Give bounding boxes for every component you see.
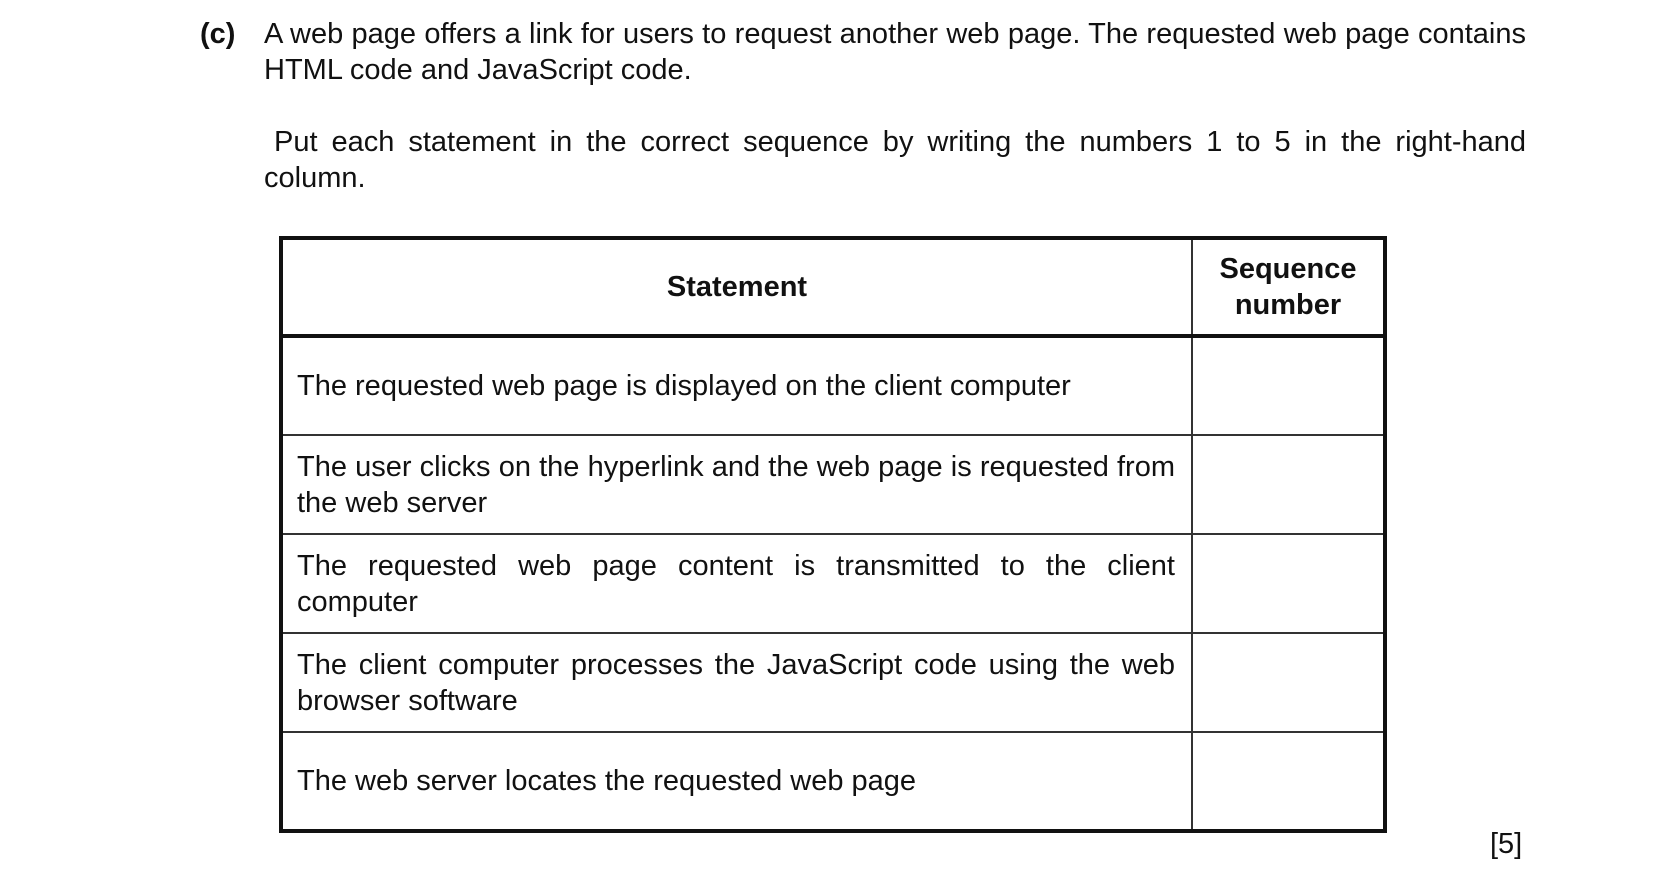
table-row: [281, 732, 1385, 831]
sequence-header-line2: number: [1234, 289, 1342, 321]
sequence-answer-cell[interactable]: [1192, 534, 1385, 633]
sequence-table: [279, 236, 1387, 833]
statement-cell: The user clicks on the hyperlink and the web page is requested from the web server: [281, 435, 1192, 534]
question-intro: A web page offers a link for users to request another web page. The requested web page contains HTML code and JavaScript code.: [264, 18, 1526, 86]
question-instruction: Put each statement in the correct sequence by writing the numbers 1 to 5 in the right-hand column.: [264, 126, 1526, 194]
sequence-answer-cell[interactable]: [1192, 633, 1385, 732]
sequence-answer-cell[interactable]: [1192, 336, 1385, 435]
sequence-header-line1: Sequence: [1219, 253, 1357, 285]
sequence-answer-cell[interactable]: [1192, 732, 1385, 831]
marks-allocation: [5]: [1490, 828, 1523, 860]
table-row: [281, 336, 1385, 435]
part-label: (c): [200, 18, 236, 50]
statement-cell: The web server locates the requested web page: [281, 732, 1192, 831]
table-row: [281, 534, 1385, 633]
statement-cell: The client computer processes the JavaScript code using the web browser software: [281, 633, 1192, 732]
table-header-row: [281, 238, 1385, 336]
statement-cell: The requested web page content is transmitted to the client computer: [281, 534, 1192, 633]
table-row: [281, 435, 1385, 534]
statement-cell: The requested web page is displayed on the client computer: [281, 336, 1192, 435]
sequence-answer-cell[interactable]: [1192, 435, 1385, 534]
sequence-number-header: [1192, 238, 1385, 336]
statement-header: Statement: [281, 238, 1192, 336]
table-row: [281, 633, 1385, 732]
